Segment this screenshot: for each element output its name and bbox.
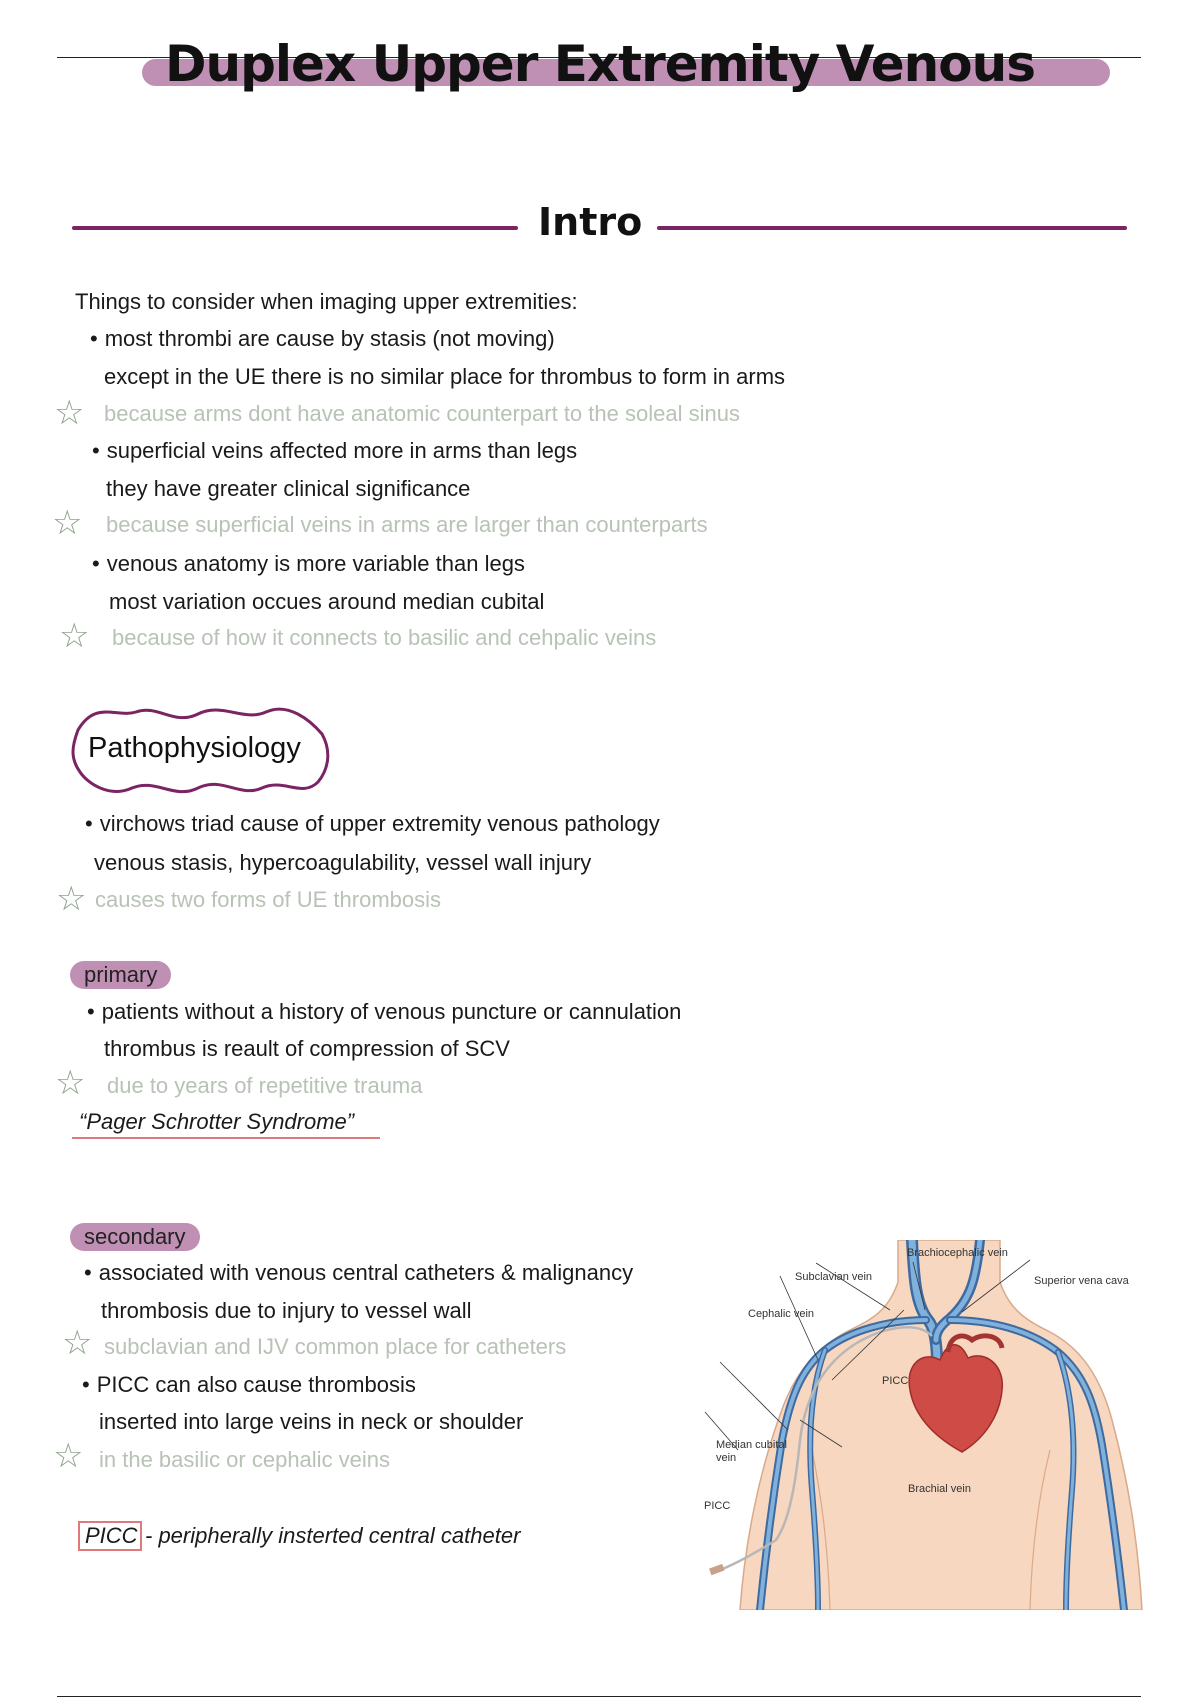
secondary-bullet-2: • PICC can also cause thrombosis <box>82 1371 416 1399</box>
intro-detail-1: except in the UE there is no similar place for thrombus to form in arms <box>104 364 786 389</box>
intro-bullet-1: • most thrombi are cause by stasis (not moving) <box>90 325 555 353</box>
intro-detail-3: most variation occues around median cubital <box>109 589 545 614</box>
patho-bullet: • virchows triad cause of upper extremity venous pathology <box>85 810 660 838</box>
label-median-cubital-vein: Median cubital vein <box>716 1439 787 1464</box>
bottom-rule <box>57 1696 1141 1697</box>
pathophysiology-heading: Pathophysiology <box>88 732 301 764</box>
picc-definition: - peripherally insterted central catheter <box>145 1523 521 1548</box>
syndrome-underline <box>72 1137 380 1139</box>
label-picc-lower: PICC <box>704 1500 731 1512</box>
intro-detail-2: they have greater clinical significance <box>106 476 471 501</box>
star-outline-icon: ☆ <box>56 879 87 919</box>
patho-detail: venous stasis, hypercoagulability, vessel wall injury <box>94 850 592 875</box>
label-picc-upper: PICC <box>882 1375 909 1387</box>
label-superior-vena-cava: Superior vena cava <box>1034 1275 1129 1287</box>
secondary-bullet-1: • associated with venous central catheters & malignancy <box>84 1259 633 1287</box>
label-brachial-vein: Brachial vein <box>908 1483 971 1495</box>
label-cephalic-vein: Cephalic vein <box>748 1308 815 1320</box>
secondary-starred-1: subclavian and IJV common place for catheters <box>104 1334 567 1359</box>
primary-detail: thrombus is reault of compression of SCV <box>104 1036 510 1061</box>
intro-bullet-2: • superficial veins affected more in arms than legs <box>92 437 577 465</box>
page-title: Duplex Upper Extremity Venous <box>165 35 1035 93</box>
star-outline-icon: ☆ <box>53 1436 84 1476</box>
intro-bullet-3: • venous anatomy is more variable than legs <box>92 550 525 578</box>
intro-lead: Things to consider when imaging upper extremities: <box>75 289 578 314</box>
label-brachiocephalic-vein: Brachiocephalic vein <box>907 1247 1008 1259</box>
patho-starred: causes two forms of UE thrombosis <box>95 887 442 912</box>
secondary-starred-2: in the basilic or cephalic veins <box>99 1447 391 1472</box>
star-outline-icon: ☆ <box>52 503 83 543</box>
primary-starred: due to years of repetitive trauma <box>107 1073 423 1098</box>
picc-abbr: PICC <box>85 1523 138 1548</box>
intro-heading: Intro <box>538 200 643 244</box>
syndrome-name: “Pager Schrotter Syndrome” <box>79 1109 355 1134</box>
star-outline-icon: ☆ <box>62 1323 93 1363</box>
secondary-label: secondary <box>70 1223 200 1251</box>
star-outline-icon: ☆ <box>55 1063 86 1103</box>
upper-extremity-venous-anatomy-diagram <box>700 1240 1145 1610</box>
label-subclavian-vein: Subclavian vein <box>795 1271 873 1283</box>
primary-bullet: • patients without a history of venous puncture or cannulation <box>87 998 681 1026</box>
secondary-detail-1: thrombosis due to injury to vessel wall <box>101 1298 472 1323</box>
intro-starred-2: because superficial veins in arms are larger than counterparts <box>106 512 708 537</box>
star-outline-icon: ☆ <box>54 393 85 433</box>
secondary-detail-2: inserted into large veins in neck or shoulder <box>99 1409 524 1434</box>
star-outline-icon: ☆ <box>59 616 90 656</box>
intro-starred-3: because of how it connects to basilic and cehpalic veins <box>112 625 657 650</box>
intro-rule-left <box>72 226 518 230</box>
intro-starred-1: because arms dont have anatomic counterpart to the soleal sinus <box>104 401 740 426</box>
intro-rule-right <box>657 226 1127 230</box>
primary-label: primary <box>70 961 171 989</box>
